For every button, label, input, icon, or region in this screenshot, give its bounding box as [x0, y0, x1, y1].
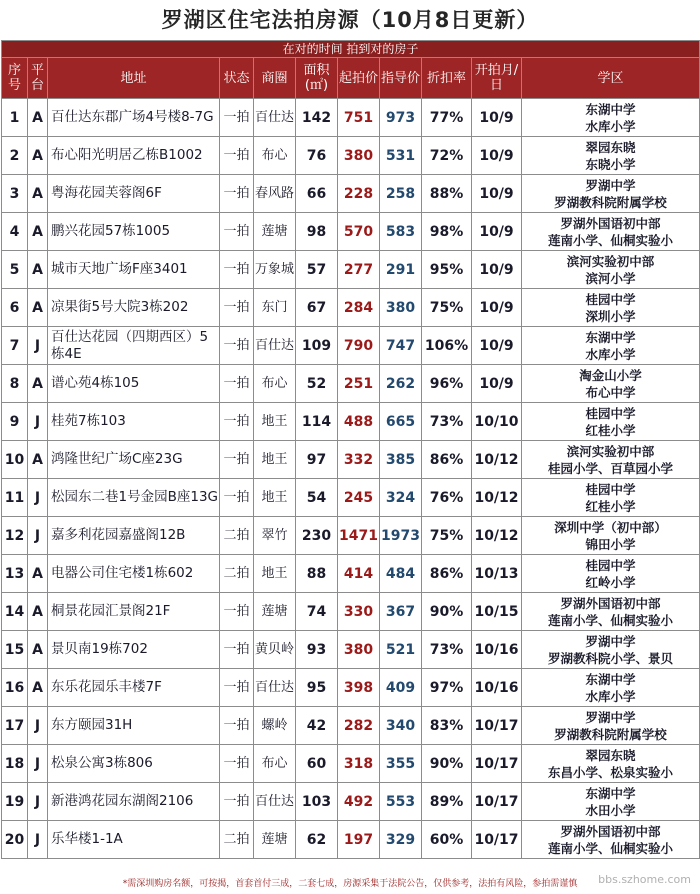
- platform-cell: J: [28, 479, 48, 517]
- area-sqm-cell: 95: [296, 669, 338, 707]
- row-number-cell: 18: [2, 745, 28, 783]
- start-price-cell: 284: [338, 289, 380, 327]
- start-price-cell: 197: [338, 821, 380, 859]
- guide-price-cell: 355: [380, 745, 422, 783]
- discount-rate-cell: 73%: [422, 631, 472, 669]
- guide-price-cell: 258: [380, 175, 422, 213]
- address-cell: 布心阳光明居乙栋B1002: [48, 137, 220, 175]
- start-price-cell: 228: [338, 175, 380, 213]
- table-row: [2, 289, 700, 327]
- auction-date-cell: 10/10: [472, 403, 522, 441]
- primary-school: 罗湖教科院小学、景贝: [548, 650, 674, 666]
- row-number-cell: 14: [2, 593, 28, 631]
- start-price-cell: 1471: [338, 517, 380, 555]
- guide-price-cell: 484: [380, 555, 422, 593]
- auction-round-cell: 一拍: [220, 99, 254, 137]
- address-cell: 城市天地广场F座3401: [48, 251, 220, 289]
- business-area-cell: 莲塘: [254, 213, 296, 251]
- discount-rate-cell: 86%: [422, 555, 472, 593]
- header-start-price: 起拍价: [338, 58, 380, 99]
- row-number-cell: 17: [2, 707, 28, 745]
- header-platform: 平台: [28, 58, 48, 99]
- address-cell: 乐华楼1-1A: [48, 821, 220, 859]
- platform-cell: A: [28, 631, 48, 669]
- middle-school: 罗湖中学: [585, 709, 636, 725]
- start-price-cell: 282: [338, 707, 380, 745]
- area-sqm-cell: 98: [296, 213, 338, 251]
- header-num: 序号: [2, 58, 28, 99]
- header-guide-price: 指导价: [380, 58, 422, 99]
- guide-price-cell: 583: [380, 213, 422, 251]
- business-area-cell: 地王: [254, 479, 296, 517]
- start-price-cell: 751: [338, 99, 380, 137]
- platform-cell: A: [28, 251, 48, 289]
- guide-price-cell: 367: [380, 593, 422, 631]
- auction-round-cell: 一拍: [220, 403, 254, 441]
- area-sqm-cell: 52: [296, 365, 338, 403]
- start-price-cell: 380: [338, 137, 380, 175]
- table-row: [2, 517, 700, 555]
- auction-round-cell: 一拍: [220, 175, 254, 213]
- row-number-cell: 10: [2, 441, 28, 479]
- school-district-cell: [522, 365, 700, 403]
- header-area-sqm: 面积(㎡): [296, 58, 338, 99]
- middle-school: 桂园中学: [585, 405, 636, 421]
- row-number-cell: 7: [2, 327, 28, 365]
- platform-cell: A: [28, 213, 48, 251]
- area-sqm-cell: 230: [296, 517, 338, 555]
- table-row: [2, 631, 700, 669]
- area-sqm-cell: 57: [296, 251, 338, 289]
- table-row: [2, 251, 700, 289]
- row-number-cell: 20: [2, 821, 28, 859]
- auction-date-cell: 10/9: [472, 99, 522, 137]
- table-row: [2, 821, 700, 859]
- business-area-cell: 布心: [254, 137, 296, 175]
- auction-round-cell: 二拍: [220, 555, 254, 593]
- school-district-cell: [522, 517, 700, 555]
- table-row: [2, 669, 700, 707]
- business-area-cell: 东门: [254, 289, 296, 327]
- header-address: 地址: [48, 58, 220, 99]
- guide-price-cell: 409: [380, 669, 422, 707]
- auction-round-cell: 一拍: [220, 327, 254, 365]
- start-price-cell: 380: [338, 631, 380, 669]
- auction-round-cell: 二拍: [220, 517, 254, 555]
- row-number-cell: 1: [2, 99, 28, 137]
- row-number-cell: 13: [2, 555, 28, 593]
- auction-date-cell: 10/17: [472, 783, 522, 821]
- row-number-cell: 2: [2, 137, 28, 175]
- auction-round-cell: 一拍: [220, 707, 254, 745]
- start-price-cell: 414: [338, 555, 380, 593]
- start-price-cell: 330: [338, 593, 380, 631]
- start-price-cell: 332: [338, 441, 380, 479]
- middle-school: 淘金山小学: [579, 367, 642, 383]
- row-number-cell: 8: [2, 365, 28, 403]
- discount-rate-cell: 83%: [422, 707, 472, 745]
- auction-date-cell: 10/9: [472, 289, 522, 327]
- start-price-cell: 245: [338, 479, 380, 517]
- row-number-cell: 16: [2, 669, 28, 707]
- middle-school: 罗湖中学: [585, 633, 636, 649]
- auction-round-cell: 一拍: [220, 669, 254, 707]
- start-price-cell: 277: [338, 251, 380, 289]
- platform-cell: J: [28, 745, 48, 783]
- primary-school: 锦田小学: [585, 536, 636, 552]
- area-sqm-cell: 62: [296, 821, 338, 859]
- address-cell: 百仕达花园（四期西区）5栋4E: [48, 327, 220, 365]
- school-district-cell: [522, 251, 700, 289]
- guide-price-cell: 665: [380, 403, 422, 441]
- row-number-cell: 4: [2, 213, 28, 251]
- school-district-cell: [522, 213, 700, 251]
- start-price-cell: 492: [338, 783, 380, 821]
- row-number-cell: 5: [2, 251, 28, 289]
- discount-rate-cell: 95%: [422, 251, 472, 289]
- auction-round-cell: 一拍: [220, 441, 254, 479]
- middle-school: 桂园中学: [585, 291, 636, 307]
- address-cell: 鸿隆世纪广场C座23G: [48, 441, 220, 479]
- discount-rate-cell: 86%: [422, 441, 472, 479]
- school-district-cell: [522, 403, 700, 441]
- auction-date-cell: 10/9: [472, 365, 522, 403]
- auction-round-cell: 一拍: [220, 137, 254, 175]
- guide-price-cell: 329: [380, 821, 422, 859]
- auction-date-cell: 10/9: [472, 137, 522, 175]
- address-cell: 东方颐园31H: [48, 707, 220, 745]
- business-area-cell: 春风路: [254, 175, 296, 213]
- business-area-cell: 布心: [254, 745, 296, 783]
- platform-cell: J: [28, 517, 48, 555]
- platform-cell: A: [28, 137, 48, 175]
- slogan-banner: 在对的时间 拍到对的房子: [2, 41, 700, 58]
- table-row: [2, 175, 700, 213]
- guide-price-cell: 262: [380, 365, 422, 403]
- table-row: [2, 365, 700, 403]
- address-cell: 电器公司住宅楼1栋602: [48, 555, 220, 593]
- header-school-district: 学区: [522, 58, 700, 99]
- auction-round-cell: 一拍: [220, 479, 254, 517]
- area-sqm-cell: 93: [296, 631, 338, 669]
- address-cell: 东乐花园乐丰楼7F: [48, 669, 220, 707]
- table-row: [2, 213, 700, 251]
- address-cell: 松泉公寓3栋806: [48, 745, 220, 783]
- page-title: 罗湖区住宅法拍房源（10月8日更新）: [161, 8, 539, 32]
- header-row: [2, 58, 700, 99]
- platform-cell: A: [28, 175, 48, 213]
- address-cell: 松园东二巷1号金园B座13G: [48, 479, 220, 517]
- guide-price-cell: 291: [380, 251, 422, 289]
- auction-date-cell: 10/12: [472, 517, 522, 555]
- address-cell: 粤海花园芙蓉阁6F: [48, 175, 220, 213]
- table-row: [2, 99, 700, 137]
- auction-date-cell: 10/12: [472, 479, 522, 517]
- primary-school: 水田小学: [585, 802, 636, 818]
- table-row: [2, 555, 700, 593]
- table-row: [2, 745, 700, 783]
- address-cell: 鹏兴花园57栋1005: [48, 213, 220, 251]
- auction-round-cell: 一拍: [220, 745, 254, 783]
- middle-school: 罗湖外国语初中部: [560, 215, 661, 231]
- address-cell: 嘉多利花园嘉盛阁12B: [48, 517, 220, 555]
- row-number-cell: 11: [2, 479, 28, 517]
- area-sqm-cell: 109: [296, 327, 338, 365]
- primary-school: 水库小学: [585, 688, 636, 704]
- guide-price-cell: 747: [380, 327, 422, 365]
- middle-school: 罗湖外国语初中部: [560, 595, 661, 611]
- auction-round-cell: 一拍: [220, 593, 254, 631]
- platform-cell: A: [28, 555, 48, 593]
- discount-rate-cell: 72%: [422, 137, 472, 175]
- table-row: [2, 707, 700, 745]
- middle-school: 桂园中学: [585, 481, 636, 497]
- school-district-cell: [522, 631, 700, 669]
- business-area-cell: 百仕达: [254, 327, 296, 365]
- middle-school: 翠园东晓: [585, 139, 636, 155]
- discount-rate-cell: 76%: [422, 479, 472, 517]
- guide-price-cell: 340: [380, 707, 422, 745]
- auction-round-cell: 一拍: [220, 365, 254, 403]
- area-sqm-cell: 97: [296, 441, 338, 479]
- guide-price-cell: 973: [380, 99, 422, 137]
- primary-school: 桂园小学、百草园小学: [548, 460, 674, 476]
- school-district-cell: [522, 327, 700, 365]
- platform-cell: A: [28, 669, 48, 707]
- business-area-cell: 黄贝岭: [254, 631, 296, 669]
- guide-price-cell: 324: [380, 479, 422, 517]
- auction-date-cell: 10/12: [472, 441, 522, 479]
- area-sqm-cell: 74: [296, 593, 338, 631]
- primary-school: 深圳小学: [585, 308, 636, 324]
- school-district-cell: [522, 783, 700, 821]
- address-cell: 凉果街5号大院3栋202: [48, 289, 220, 327]
- business-area-cell: 百仕达: [254, 99, 296, 137]
- address-cell: 新港鸿花园东湖阁2106: [48, 783, 220, 821]
- discount-rate-cell: 96%: [422, 365, 472, 403]
- discount-rate-cell: 98%: [422, 213, 472, 251]
- school-district-cell: [522, 441, 700, 479]
- discount-rate-cell: 88%: [422, 175, 472, 213]
- auction-date-cell: 10/9: [472, 327, 522, 365]
- table-row: [2, 479, 700, 517]
- auction-date-cell: 10/16: [472, 631, 522, 669]
- primary-school: 红桂小学: [585, 422, 636, 438]
- table-row: [2, 593, 700, 631]
- table-row: [2, 783, 700, 821]
- auction-round-cell: 一拍: [220, 289, 254, 327]
- primary-school: 罗湖教科院附属学校: [554, 726, 667, 742]
- middle-school: 滨河实验初中部: [566, 253, 655, 269]
- auction-date-cell: 10/15: [472, 593, 522, 631]
- platform-cell: J: [28, 821, 48, 859]
- start-price-cell: 570: [338, 213, 380, 251]
- discount-rate-cell: 90%: [422, 745, 472, 783]
- auction-date-cell: 10/17: [472, 745, 522, 783]
- auction-date-cell: 10/16: [472, 669, 522, 707]
- primary-school: 布心中学: [585, 384, 636, 400]
- auction-round-cell: 一拍: [220, 631, 254, 669]
- school-district-cell: [522, 745, 700, 783]
- table-row: [2, 137, 700, 175]
- start-price-cell: 251: [338, 365, 380, 403]
- discount-rate-cell: 90%: [422, 593, 472, 631]
- middle-school: 桂园中学: [585, 557, 636, 573]
- business-area-cell: 翠竹: [254, 517, 296, 555]
- business-area-cell: 地王: [254, 403, 296, 441]
- area-sqm-cell: 103: [296, 783, 338, 821]
- auction-date-cell: 10/9: [472, 251, 522, 289]
- school-district-cell: [522, 669, 700, 707]
- auction-round-cell: 一拍: [220, 783, 254, 821]
- primary-school: 莲南小学、仙桐实验小: [548, 232, 674, 248]
- area-sqm-cell: 54: [296, 479, 338, 517]
- platform-cell: A: [28, 365, 48, 403]
- discount-rate-cell: 75%: [422, 289, 472, 327]
- business-area-cell: 万象城: [254, 251, 296, 289]
- auction-round-cell: 一拍: [220, 213, 254, 251]
- middle-school: 深圳中学（初中部）: [554, 519, 667, 535]
- address-cell: 桂苑7栋103: [48, 403, 220, 441]
- auction-round-cell: 一拍: [220, 251, 254, 289]
- school-district-cell: [522, 593, 700, 631]
- row-number-cell: 9: [2, 403, 28, 441]
- auction-date-cell: 10/13: [472, 555, 522, 593]
- middle-school: 东湖中学: [585, 785, 636, 801]
- middle-school: 东湖中学: [585, 101, 636, 117]
- discount-rate-cell: 60%: [422, 821, 472, 859]
- guide-price-cell: 1973: [380, 517, 422, 555]
- platform-cell: A: [28, 289, 48, 327]
- school-district-cell: [522, 289, 700, 327]
- discount-rate-cell: 73%: [422, 403, 472, 441]
- discount-rate-cell: 77%: [422, 99, 472, 137]
- header-business-area: 商圈: [254, 58, 296, 99]
- header-status: 状态: [220, 58, 254, 99]
- platform-cell: A: [28, 441, 48, 479]
- primary-school: 水库小学: [585, 118, 636, 134]
- discount-rate-cell: 89%: [422, 783, 472, 821]
- primary-school: 东晓小学: [585, 156, 636, 172]
- middle-school: 罗湖中学: [585, 177, 636, 193]
- row-number-cell: 19: [2, 783, 28, 821]
- address-cell: 桐景花园汇景阁21F: [48, 593, 220, 631]
- primary-school: 滨河小学: [585, 270, 636, 286]
- business-area-cell: 布心: [254, 365, 296, 403]
- discount-rate-cell: 106%: [422, 327, 472, 365]
- school-district-cell: [522, 821, 700, 859]
- platform-cell: A: [28, 99, 48, 137]
- watermark: bbs.szhome.com: [595, 873, 694, 886]
- table-row: [2, 327, 700, 365]
- guide-price-cell: 385: [380, 441, 422, 479]
- header-auction-date: 开拍月/日: [472, 58, 522, 99]
- guide-price-cell: 553: [380, 783, 422, 821]
- guide-price-cell: 521: [380, 631, 422, 669]
- auction-round-cell: 二拍: [220, 821, 254, 859]
- platform-cell: J: [28, 707, 48, 745]
- business-area-cell: 地王: [254, 555, 296, 593]
- school-district-cell: [522, 175, 700, 213]
- area-sqm-cell: 42: [296, 707, 338, 745]
- primary-school: 红岭小学: [585, 574, 636, 590]
- start-price-cell: 398: [338, 669, 380, 707]
- start-price-cell: 488: [338, 403, 380, 441]
- primary-school: 东昌小学、松泉实验小: [548, 764, 674, 780]
- area-sqm-cell: 66: [296, 175, 338, 213]
- platform-cell: A: [28, 593, 48, 631]
- auction-date-cell: 10/17: [472, 821, 522, 859]
- platform-cell: J: [28, 783, 48, 821]
- platform-cell: J: [28, 403, 48, 441]
- school-district-cell: [522, 99, 700, 137]
- row-number-cell: 12: [2, 517, 28, 555]
- table-row: [2, 403, 700, 441]
- address-cell: 景贝南19栋702: [48, 631, 220, 669]
- row-number-cell: 6: [2, 289, 28, 327]
- business-area-cell: 螺岭: [254, 707, 296, 745]
- auction-date-cell: 10/9: [472, 213, 522, 251]
- start-price-cell: 318: [338, 745, 380, 783]
- school-district-cell: [522, 555, 700, 593]
- business-area-cell: 莲塘: [254, 593, 296, 631]
- area-sqm-cell: 88: [296, 555, 338, 593]
- area-sqm-cell: 114: [296, 403, 338, 441]
- primary-school: 莲南小学、仙桐实验小: [548, 612, 674, 628]
- primary-school: 红桂小学: [585, 498, 636, 514]
- middle-school: 翠园东晓: [585, 747, 636, 763]
- start-price-cell: 790: [338, 327, 380, 365]
- business-area-cell: 莲塘: [254, 821, 296, 859]
- school-district-cell: [522, 137, 700, 175]
- middle-school: 东湖中学: [585, 671, 636, 687]
- header-discount: 折扣率: [422, 58, 472, 99]
- business-area-cell: 地王: [254, 441, 296, 479]
- primary-school: 莲南小学、仙桐实验小: [548, 840, 674, 856]
- area-sqm-cell: 60: [296, 745, 338, 783]
- platform-cell: J: [28, 327, 48, 365]
- middle-school: 东湖中学: [585, 329, 636, 345]
- area-sqm-cell: 67: [296, 289, 338, 327]
- primary-school: 水库小学: [585, 346, 636, 362]
- discount-rate-cell: 75%: [422, 517, 472, 555]
- auction-date-cell: 10/17: [472, 707, 522, 745]
- table-row: [2, 441, 700, 479]
- row-number-cell: 3: [2, 175, 28, 213]
- business-area-cell: 百仕达: [254, 669, 296, 707]
- middle-school: 滨河实验初中部: [566, 443, 655, 459]
- auction-date-cell: 10/9: [472, 175, 522, 213]
- address-cell: 百仕达东郡广场4号楼8-7G: [48, 99, 220, 137]
- guide-price-cell: 531: [380, 137, 422, 175]
- auction-listing-table: [1, 40, 700, 859]
- school-district-cell: [522, 479, 700, 517]
- row-number-cell: 15: [2, 631, 28, 669]
- primary-school: 罗湖教科院附属学校: [554, 194, 667, 210]
- business-area-cell: 百仕达: [254, 783, 296, 821]
- disclaimer-footer: *需深圳购房名额，可按揭，首套首付三成，二套七成，房源采集于法院公告，仅供参考，法拍有风险，参拍需谨慎: [122, 879, 578, 889]
- address-cell: 谱心苑4栋105: [48, 365, 220, 403]
- area-sqm-cell: 142: [296, 99, 338, 137]
- area-sqm-cell: 76: [296, 137, 338, 175]
- school-district-cell: [522, 707, 700, 745]
- discount-rate-cell: 97%: [422, 669, 472, 707]
- middle-school: 罗湖外国语初中部: [560, 823, 661, 839]
- guide-price-cell: 380: [380, 289, 422, 327]
